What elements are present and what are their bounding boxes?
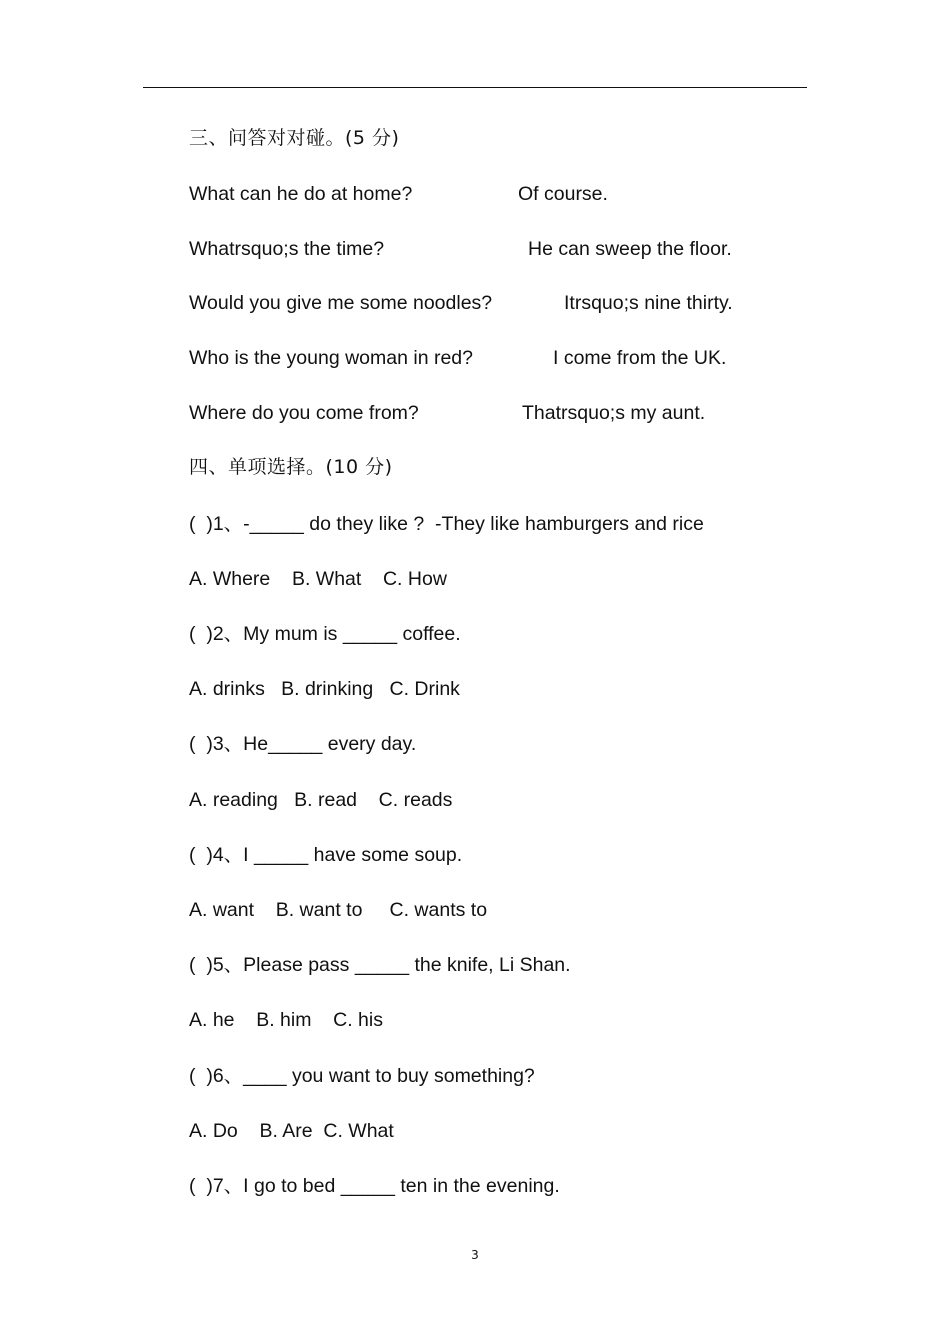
question-6-options: A. Do B. Are C. What [189, 1120, 394, 1142]
pair-1-answer: Of course. [518, 183, 608, 205]
page-number: 3 [471, 1248, 479, 1262]
question-3-options: A. reading B. read C. reads [189, 789, 453, 811]
pair-1-question: What can he do at home? [189, 183, 413, 205]
header-rule [143, 87, 807, 88]
pair-4-answer: I come from the UK. [553, 347, 727, 369]
pair-2-question: Whatrsquo;s the time? [189, 238, 385, 260]
question-1-options: A. Where B. What C. How [189, 568, 447, 590]
question-2-options: A. drinks B. drinking C. Drink [189, 678, 460, 700]
section4-heading: 四、单项选择。(10 分) [189, 456, 393, 478]
pair-3-answer: Itrsquo;s nine thirty. [564, 292, 733, 314]
question-3: ( )3、He_____ every day. [189, 733, 417, 755]
question-5: ( )5、Please pass _____ the knife, Li Shan. [189, 954, 571, 976]
pair-5-answer: Thatrsquo;s my aunt. [522, 402, 706, 424]
question-2: ( )2、My mum is _____ coffee. [189, 623, 461, 645]
question-1: ( )1、-_____ do they like ? -They like hamburgers and rice [189, 513, 704, 535]
pair-5-question: Where do you come from? [189, 402, 419, 424]
question-4: ( )4、I _____ have some soup. [189, 844, 463, 866]
pair-2-answer: He can sweep the floor. [528, 238, 732, 260]
pair-3-question: Would you give me some noodles? [189, 292, 493, 314]
pair-4-question: Who is the young woman in red? [189, 347, 473, 369]
question-4-options: A. want B. want to C. wants to [189, 899, 488, 921]
question-7: ( )7、I go to bed _____ ten in the evening. [189, 1175, 560, 1197]
question-5-options: A. he B. him C. his [189, 1009, 383, 1031]
question-6: ( )6、____ you want to buy something? [189, 1065, 535, 1087]
section3-heading: 三、问答对对碰。(5 分) [189, 127, 400, 149]
